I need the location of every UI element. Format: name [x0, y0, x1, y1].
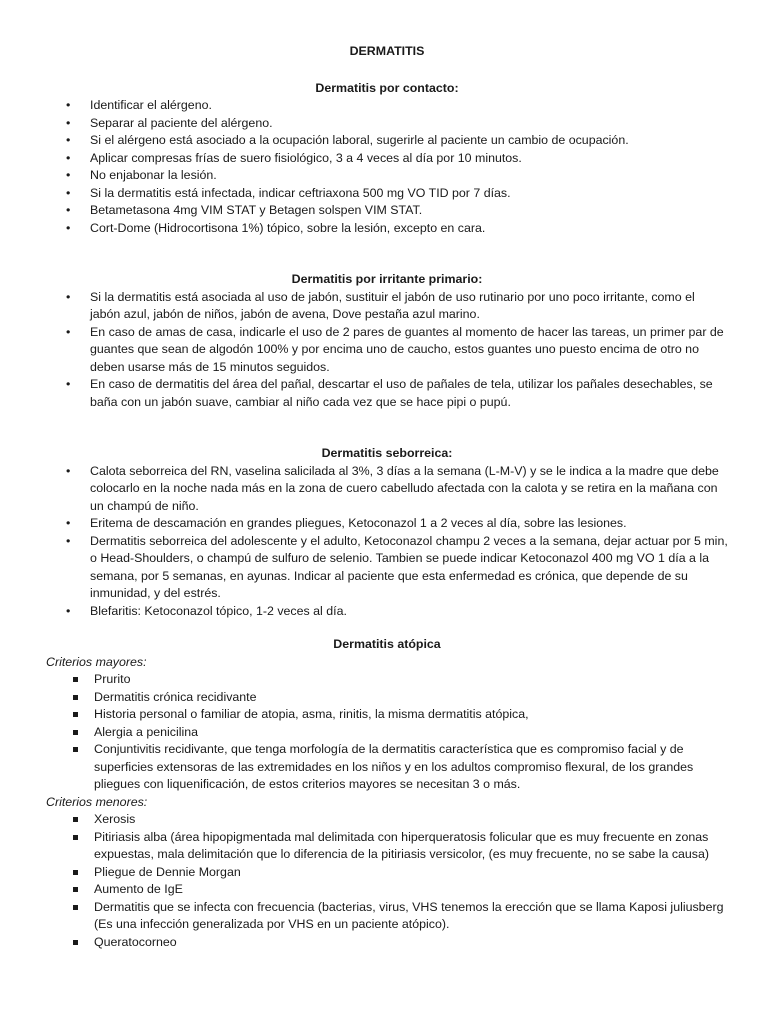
list-item: Conjuntivitis recidivante, que tenga morfología de la dermatitis característica que es compromiso facial y de superficies extensoras de las extremidades en los niños y en los adultos compromiso flexural, de los grandes pliegues con liquenificación, de estos criterios mayores se necesitan 3 o más. [46, 741, 728, 794]
list-item: Pitiriasis alba (área hipopigmentada mal delimitada con hiperqueratosis folicular que es muy frecuente en zonas expuestas, mala delimitación que lo diferencia de la pitiriasis versicolor, (es muy frecuente, no se sabe la causa) [46, 829, 728, 864]
list-item: Dermatitis crónica recidivante [46, 689, 728, 707]
list-item: • Separar al paciente del alérgeno. [46, 115, 728, 133]
list-item: • Blefaritis: Ketoconazol tópico, 1-2 veces al día. [46, 603, 728, 621]
list-item: • Si la dermatitis está infectada, indicar ceftriaxona 500 mg VO TID por 7 días. [46, 185, 728, 203]
list-item: • Aplicar compresas frías de suero fisiológico, 3 a 4 veces al día por 10 minutos. [46, 150, 728, 168]
list-item: • Si la dermatitis está asociada al uso de jabón, sustituir el jabón de uso rutinario por uno poco irritante, como el jabón azul, jabón de niños, jabón de avena, Dove pestaña azul marino. [46, 289, 728, 324]
section-irritant-dermatitis [46, 271, 728, 411]
list-item: • En caso de amas de casa, indicarle el uso de 2 pares de guantes al momento de hacer las tareas, un primer par de guantes que sean de algodón 100% y por encima uno de caucho, estos guantes uno puesto encima de otro no deben usarse más de 15 minutos seguidos. [46, 324, 728, 377]
section-seborrheic-dermatitis [46, 445, 728, 620]
minor-criteria-label: Criterios menores: [46, 794, 148, 809]
list-item: Queratocorneo [46, 934, 728, 952]
spacer [46, 620, 728, 636]
section-heading: Dermatitis por contacto: [315, 80, 459, 95]
section-contact-dermatitis [46, 80, 728, 238]
bullet-list [46, 463, 728, 621]
list-item: Pliegue de Dennie Morgan [46, 864, 728, 882]
major-criteria-list [46, 671, 728, 794]
list-item: Xerosis [46, 811, 728, 829]
list-item: • Si el alérgeno está asociado a la ocupación laboral, sugerirle al paciente un cambio de ocupación. [46, 132, 728, 150]
list-item: • Eritema de descamación en grandes pliegues, Ketoconazol 1 a 2 veces al día, sobre las lesiones. [46, 515, 728, 533]
bullet-list [46, 289, 728, 412]
spacer [46, 411, 728, 445]
list-item: • Dermatitis seborreica del adolescente y el adulto, Ketoconazol champu 2 veces a la semana, dejar actuar por 5 min, o Head-Shoulders, o champú de sulfuro de selenio. Tambien se puede indicar Ketoconazol 400 mg VO 1 día a la semana, por 5 semanas, en ayunas. Indicar al paciente que esta enfermedad es crónica, que depende de su inmunidad, y del estrés. [46, 533, 728, 603]
major-criteria-label: Criterios mayores: [46, 654, 147, 669]
section-atopic-dermatitis [46, 636, 728, 951]
bullet-list [46, 97, 728, 237]
list-item: • Identificar el alérgeno. [46, 97, 728, 115]
list-item: Historia personal o familiar de atopia, asma, rinitis, la misma dermatitis atópica, [46, 706, 728, 724]
section-heading: Dermatitis por irritante primario: [291, 272, 483, 286]
document-title: DERMATITIS [349, 44, 425, 58]
list-item: Aumento de IgE [46, 881, 728, 899]
section-heading: Dermatitis atópica [333, 637, 441, 651]
minor-criteria-list [46, 811, 728, 951]
spacer [46, 237, 728, 271]
list-item: • Calota seborreica del RN, vaselina salicilada al 3%, 3 días a la semana (L-M-V) y se le indica a la madre que debe colocarlo en la noche nada más en la zona de cuero cabelludo afectada con la calota y se retira en la mañana con un champú de niño. [46, 463, 728, 516]
list-item: Alergia a penicilina [46, 724, 728, 742]
list-item: • Cort-Dome (Hidrocortisona 1%) tópico, sobre la lesión, excepto en cara. [46, 220, 728, 238]
section-heading: Dermatitis seborreica: [321, 446, 453, 460]
list-item: • Betametasona 4mg VIM STAT y Betagen solspen VIM STAT. [46, 202, 728, 220]
list-item: Dermatitis que se infecta con frecuencia (bacterias, virus, VHS tenemos la erección que se llama Kaposi juliusberg (Es una infección generalizada por VHS en un paciente atópico). [46, 899, 728, 934]
list-item: Prurito [46, 671, 728, 689]
list-item: • No enjabonar la lesión. [46, 167, 728, 185]
list-item: • En caso de dermatitis del área del pañal, descartar el uso de pañales de tela, utilizar los pañales desechables, se baña con un jabón suave, cambiar al niño cada vez que se hace pipi o pupú. [46, 376, 728, 411]
